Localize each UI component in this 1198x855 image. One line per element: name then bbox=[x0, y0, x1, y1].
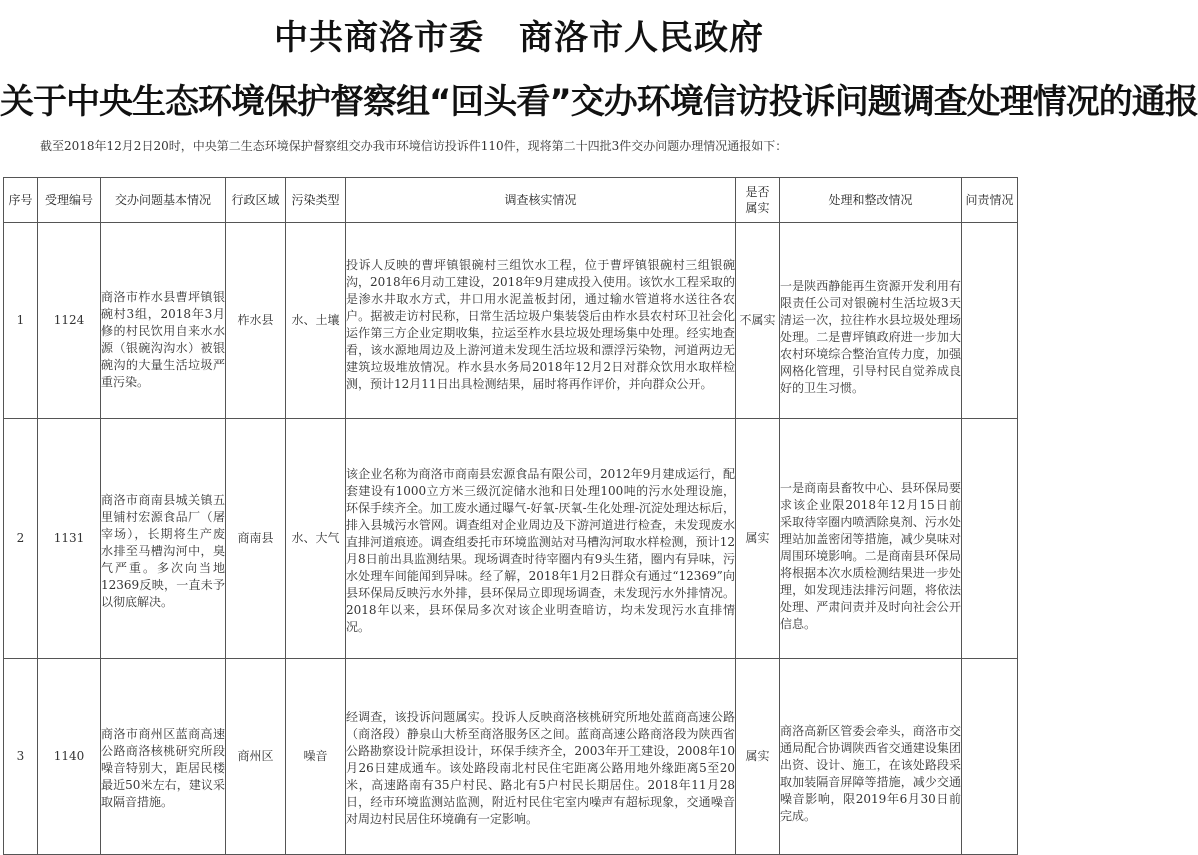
cell-handling: 一是商南县畜牧中心、县环保局要求该企业限2018年12月15日前采取待宰圈内喷洒除臭剂、污水处理站加盖密闭等措施，减少臭味对周围环境影响。二是商南县环保局将根据本次水质检测结果进一步处理，如发现违法排污问题，将依法处理、严肃问责并及时向社会公开信息。 bbox=[780, 419, 962, 659]
cell-investigation: 投诉人反映的曹坪镇银碗村三组饮水工程，位于曹坪镇银碗村三组银碗沟，2018年6月动工建设，2018年9月建成投入使用。该饮水工程采取的是渗水井取水方式，井口用水泥盖板封闭，通过输水管道将水送往各农户。据被走访村民称，日常生活垃圾户集装袋后由柞水县农村环卫社会化运作第三方企业定期收集，拉运至柞水县垃圾处理场集中处理。经实地查看，该水源地周边及上游河道未发现生活垃圾和漂浮污染物，河道两边无建筑垃圾堆放情况。柞水县水务局2018年12月2日对群众饮用水取样检测，预计12月11日出具检测结果，届时将再作评价，并向群众公开。 bbox=[346, 223, 736, 419]
col-header-basic: 交办问题基本情况 bbox=[101, 178, 226, 223]
cell-investigation: 经调查，该投诉问题属实。投诉人反映商洛核桃研究所地处蓝商高速公路（商洛段）静泉山大桥至商洛服务区之间。蓝商高速公路商洛段为陕西省公路勘察设计院承担设计，环保手续齐全，2003年开工建设，2008年10月26日建成通车。该处路段南北村民住宅距离公路用地外缘距离5至20米，高速路南有35户村民、路北有5户村民长期居住。2018年11月28日，经市环境监测站监测，附近村民住宅室内噪声有超标现象，交通噪音对周边村民居住环境确有一定影响。 bbox=[346, 659, 736, 855]
cell-handling: 一是陕西静能再生资源开发利用有限责任公司对银碗村生活垃圾3天清运一次，拉往柞水县垃圾处理场处理。二是曹坪镇政府进一步加大农村环境综合整治宣传力度，加强网格化管理，引导村民自觉养成良好的卫生习惯。 bbox=[780, 223, 962, 419]
cell-accountability bbox=[962, 223, 1018, 419]
report-table bbox=[3, 177, 1018, 855]
cell-accept-no: 1124 bbox=[38, 223, 101, 419]
col-header-handling: 处理和整改情况 bbox=[780, 178, 962, 223]
title-line-1: 中共商洛市委 商洛市人民政府 bbox=[274, 18, 764, 58]
cell-pollution: 水、大气 bbox=[286, 419, 346, 659]
cell-region: 柞水县 bbox=[226, 223, 286, 419]
cell-pollution: 水、土壤 bbox=[286, 223, 346, 419]
cell-verified: 不属实 bbox=[736, 223, 780, 419]
cell-pollution: 噪音 bbox=[286, 659, 346, 855]
cell-seq: 3 bbox=[4, 659, 38, 855]
cell-accept-no: 1140 bbox=[38, 659, 101, 855]
col-header-seq: 序号 bbox=[4, 178, 38, 223]
cell-investigation: 该企业名称为商洛市商南县宏源食品有限公司，2012年9月建成运行，配套建设有1000立方米三级沉淀储水池和日处理100吨的污水处理设施，环保手续齐全。加工废水通过曝气-好氧-厌氧-生化处理-沉淀处理达标后，排入县城污水管网。调查组对企业周边及下游河道进行检查，未发现废水直排河道痕迹。调查组委托市环境监测站对马槽沟河取水样检测，预计12月8日前出具监测结果。现场调查时待宰圈内有9头生猪，圈内有异味，污水处理车间能闻到异味。经了解，2018年1月2日群众有通过“12369”向县环保局反映污水外排，县环保局立即现场调查，未发现污水外排情况。2018年以来，县环保局多次对该企业明查暗访，均未发现污水直排情况。 bbox=[346, 419, 736, 659]
cell-region: 商南县 bbox=[226, 419, 286, 659]
cell-verified: 属实 bbox=[736, 659, 780, 855]
table-row bbox=[4, 419, 1018, 659]
cell-accountability bbox=[962, 419, 1018, 659]
cell-seq: 2 bbox=[4, 419, 38, 659]
title-line-2: 关于中央生态环境保护督察组“回头看”交办环境信访投诉问题调查处理情况的通报 bbox=[0, 82, 1198, 122]
col-header-region: 行政区域 bbox=[226, 178, 286, 223]
table-row bbox=[4, 223, 1018, 419]
col-header-accountability: 问责情况 bbox=[962, 178, 1018, 223]
cell-region: 商州区 bbox=[226, 659, 286, 855]
cell-basic: 商洛市商南县城关镇五里铺村宏源食品厂（屠宰场），长期将生产废水排至马槽沟河中，臭气严重。多次向当地12369反映，一直未予以彻底解决。 bbox=[101, 419, 226, 659]
cell-seq: 1 bbox=[4, 223, 38, 419]
cell-accountability bbox=[962, 659, 1018, 855]
intro-paragraph: 截至2018年12月2日20时，中央第二生态环境保护督察组交办我市环境信访投诉件110件，现将第二十四批3件交办问题办理情况通报如下： bbox=[40, 139, 788, 153]
cell-verified: 属实 bbox=[736, 419, 780, 659]
col-header-verified: 是否属实 bbox=[736, 178, 780, 223]
cell-basic: 商洛市柞水县曹坪镇银碗村3组，2018年3月修的村民饮用自来水水源（银碗沟沟水）被银碗沟的大量生活垃圾严重污染。 bbox=[101, 223, 226, 419]
table-header-row bbox=[4, 178, 1018, 223]
cell-accept-no: 1131 bbox=[38, 419, 101, 659]
col-header-pollution: 污染类型 bbox=[286, 178, 346, 223]
col-header-accept-no: 受理编号 bbox=[38, 178, 101, 223]
cell-handling: 商洛高新区管委会牵头，商洛市交通局配合协调陕西省交通建设集团出资、设计、施工，在该处路段采取加装隔音屏障等措施，减少交通噪音影响，限2019年6月30日前完成。 bbox=[780, 659, 962, 855]
cell-basic: 商洛市商州区蓝商高速公路商洛核桃研究所段噪音特别大，距居民楼最近50米左右，建议采取隔音措施。 bbox=[101, 659, 226, 855]
col-header-investigation: 调查核实情况 bbox=[346, 178, 736, 223]
table-row bbox=[4, 659, 1018, 855]
